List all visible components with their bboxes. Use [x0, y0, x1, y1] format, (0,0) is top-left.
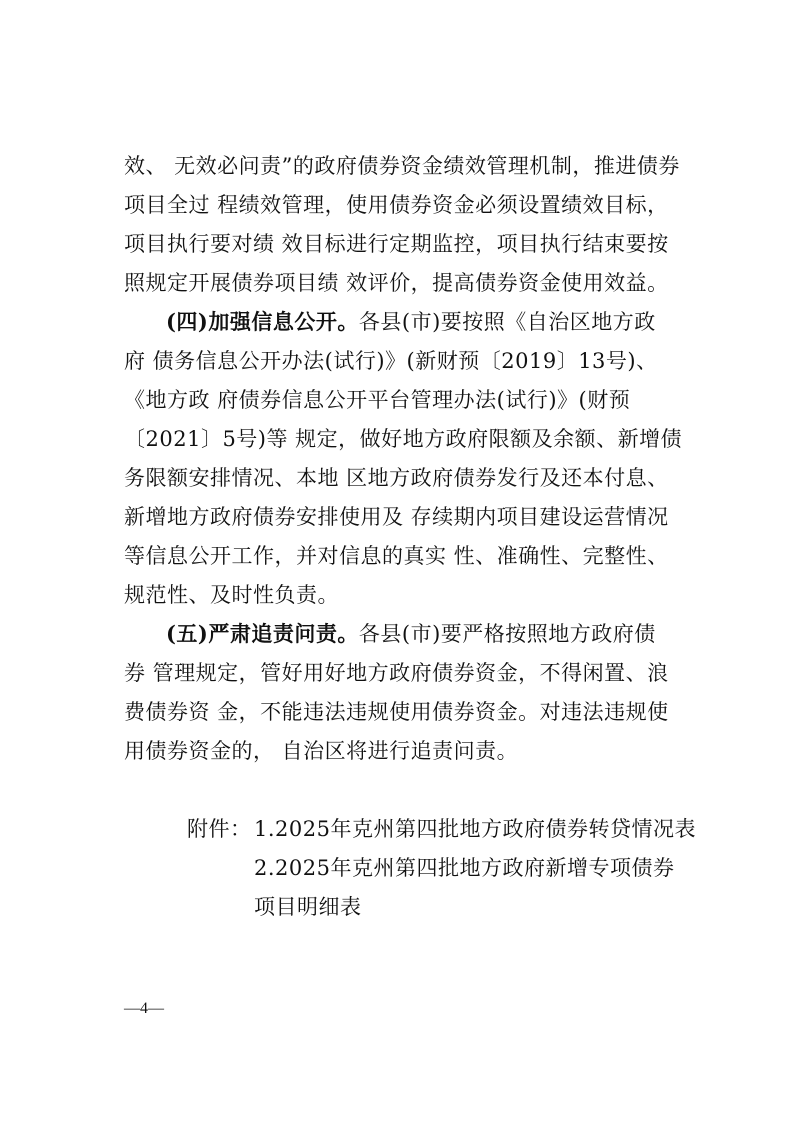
attachment-item: 1.2025年克州第四批地方政府债券转贷情况表 — [254, 817, 696, 841]
body-line: 项目执行要对绩 效目标进行定期监控，项目执行结束要按 — [124, 232, 669, 256]
body-line: 照规定开展债券项目绩 效评价，提高债券资金使用效益。 — [124, 271, 669, 295]
section-4-heading: (四)加强信息公开。 — [166, 309, 359, 334]
body-line: 〔2021〕5号)等 规定，做好地方政府限额及余额、新增债 — [124, 427, 683, 451]
attachments-label: 附件： — [187, 817, 252, 841]
body-line: 项目全过 程绩效管理，使用债券资金必须设置绩效目标， — [124, 193, 669, 217]
body-line: 等信息公开工作，并对信息的真实 性、准确性、完整性、 — [124, 544, 669, 568]
body-line: 券 管理规定，管好用好地方政府债券资金，不得闲置、浪 — [124, 661, 669, 685]
body-line: 费债券资 金，不能违法违规使用债券资金。对违法违规使 — [124, 700, 669, 724]
page-number: —4— — [124, 1000, 164, 1017]
section-4-text: 各县(市)要按照《自治区地方政 — [358, 310, 656, 334]
body-line: 《地方政 府债券信息公开平台管理办法(试行)》(财预 — [124, 388, 631, 412]
body-line: 规范性、及时性负责。 — [124, 583, 339, 607]
section-5-first-line — [166, 622, 656, 646]
body-line: 务限额安排情况、本地 区地方政府债券发行及还本付息、 — [124, 466, 669, 490]
body-line: 府 债务信息公开办法(试行)》(新财预〔2019〕13号)、 — [124, 349, 658, 373]
attachment-item: 2.2025年克州第四批地方政府新增专项债券 — [254, 856, 675, 880]
section-4-first-line — [166, 310, 656, 334]
body-line: 新增地方政府债券安排使用及 存续期内项目建设运营情况 — [124, 505, 669, 529]
body-line: 用债券资金的， 自治区将进行追责问责。 — [124, 739, 519, 763]
section-5-heading: (五)严肃追责问责。 — [166, 621, 359, 646]
attachment-item-continued: 项目明细表 — [254, 895, 362, 919]
section-5-text: 各县(市)要严格按照地方政府债 — [358, 622, 656, 646]
body-line: 效、 无效必问责”的政府债券资金绩效管理机制，推进债券 — [124, 154, 680, 178]
